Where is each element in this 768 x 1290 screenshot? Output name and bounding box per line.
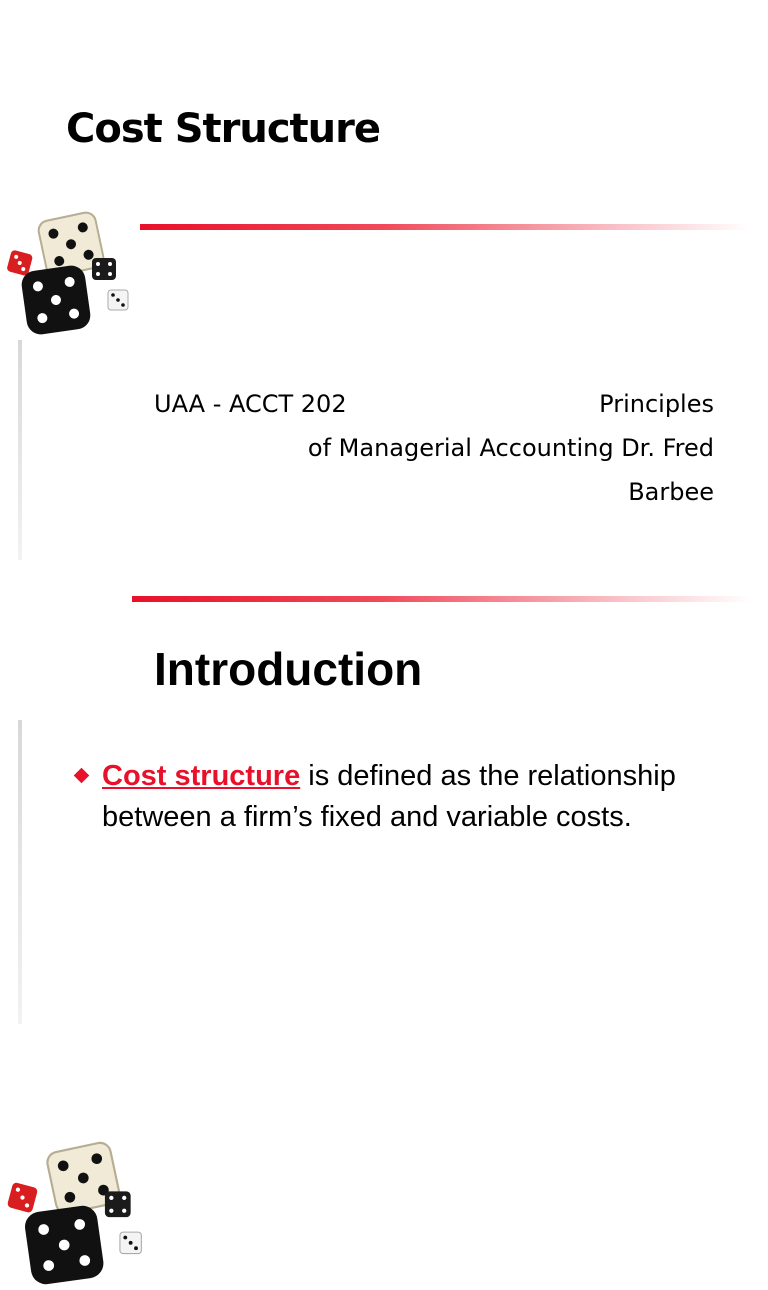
key-term: Cost structure xyxy=(102,760,301,792)
subtitle-line-3: Barbee xyxy=(628,478,714,506)
slide-title: Introduction xyxy=(154,643,423,695)
subtitle-line-1-right: Principles xyxy=(599,390,714,418)
bullet-text xyxy=(102,756,716,838)
definition-text: is defined as the relationship between a firm’s fixed and variable costs. xyxy=(102,760,676,833)
title-divider xyxy=(140,224,750,230)
slide-cost-structure xyxy=(0,0,768,560)
slide-introduction xyxy=(0,560,768,1024)
slide-title: Cost Structure xyxy=(66,106,380,152)
dice-icon xyxy=(4,208,134,338)
left-border-line xyxy=(18,720,22,1024)
dice-icon xyxy=(6,1140,146,1290)
subtitle-line-1 xyxy=(154,382,714,426)
course-code: UAA - ACCT 202 xyxy=(154,390,347,418)
title-divider xyxy=(132,596,752,602)
left-border-line xyxy=(18,340,22,560)
subtitle-block xyxy=(154,382,714,514)
diamond-bullet-icon xyxy=(74,768,90,784)
bullet-item xyxy=(76,756,716,838)
subtitle-line-2: of Managerial Accounting Dr. Fred xyxy=(307,434,714,462)
